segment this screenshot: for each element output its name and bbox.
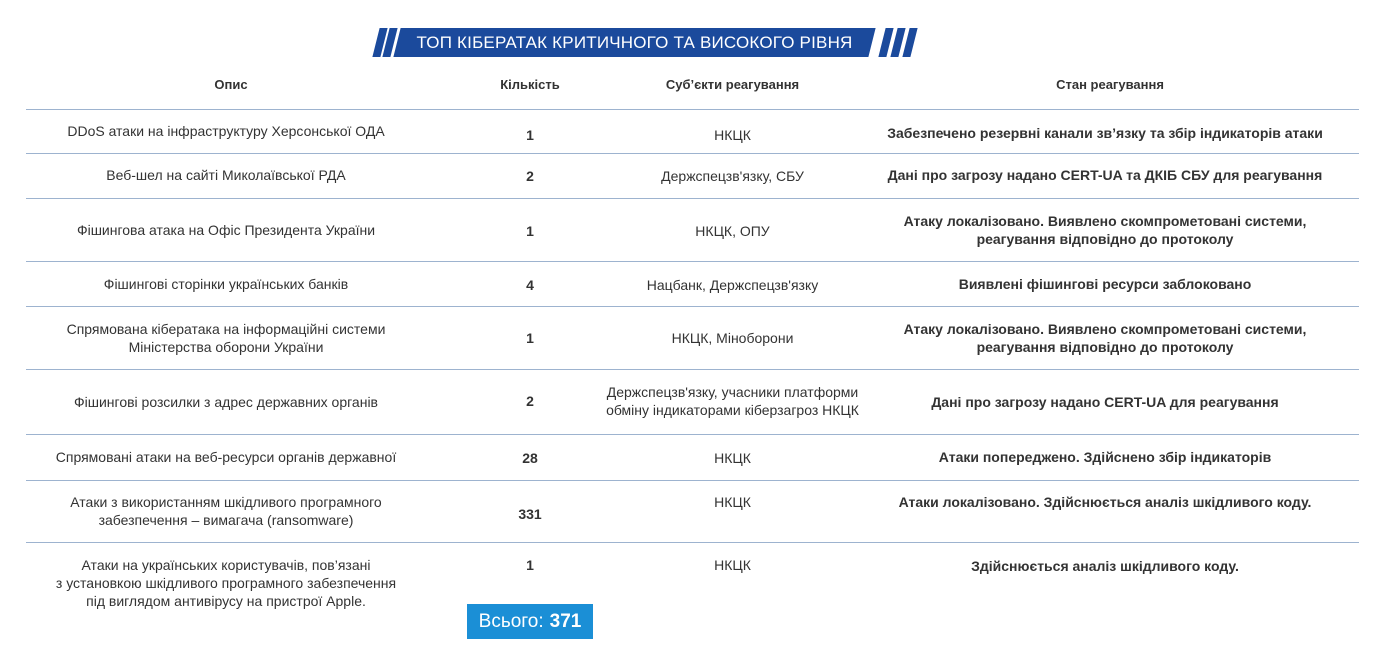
row-quantity: 1	[526, 127, 534, 143]
row-status: Дані про загрозу надано CERT-UA та ДКІБ СБУ для реагування	[887, 167, 1323, 183]
row-quantity: 1	[526, 330, 534, 346]
row-quantity: 4	[526, 277, 534, 293]
table-divider	[26, 109, 1359, 110]
row-subjects: НКЦК	[714, 450, 751, 466]
column-header-description: Опис	[214, 77, 248, 92]
row-description: Фішингова атака на Офіс Президента України	[76, 222, 376, 238]
row-quantity: 2	[526, 168, 534, 184]
row-subjects: НКЦК, ОПУ	[695, 223, 770, 239]
table-divider	[26, 261, 1359, 262]
row-description: Атаки з використанням шкідливого програмного забезпечення – вимагача (ransomware)	[70, 494, 382, 528]
row-description: Фішингові сторінки українських банків	[103, 276, 349, 292]
total-value: 371	[549, 610, 582, 632]
row-status: Атаки попереджено. Здійснено збір індикаторів	[938, 449, 1272, 465]
row-status: Дані про загрозу надано CERT-UA для реагування	[931, 394, 1279, 410]
row-description: Атаки на українських користувачів, пов’язані з установкою шкідливого програмного забезпечення під виглядом антивірусу на пристрої Apple.	[55, 557, 397, 609]
row-subjects: НКЦК, Міноборони	[671, 330, 794, 346]
row-subjects: НКЦК	[714, 557, 751, 573]
row-description: Веб-шел на сайті Миколаївської РДА	[106, 167, 346, 183]
row-subjects: НКЦК	[714, 127, 751, 143]
slash-decoration-right-3	[902, 28, 917, 57]
row-description: Фішингові розсилки з адрес державних органів	[74, 394, 378, 410]
row-quantity: 28	[522, 450, 538, 466]
table-divider	[26, 369, 1359, 370]
row-subjects: Держспецзв'язку, СБУ	[661, 168, 804, 184]
table-divider	[26, 480, 1359, 481]
row-description: Спрямовані атаки на веб-ресурси органів державної	[55, 449, 397, 465]
table-divider	[26, 306, 1359, 307]
column-header-quantity: Кількість	[500, 77, 560, 92]
table-divider	[26, 542, 1359, 543]
row-status: Атаку локалізовано. Виявлено скомпрометовані системи, реагування відповідно до протоколу	[903, 321, 1307, 355]
row-quantity: 2	[526, 393, 534, 409]
row-status: Забезпечено резервні канали зв’язку та збір індикаторів атаки	[887, 125, 1323, 141]
row-subjects: Держспецзв'язку, учасники платформи обміну індикаторами кіберзагроз НКЦК	[606, 384, 859, 418]
row-description: Спрямована кібератака на інформаційні системи Міністерства оборони України	[66, 321, 386, 355]
row-quantity: 1	[526, 223, 534, 239]
row-subjects: НКЦК	[714, 494, 751, 510]
row-quantity: 1	[526, 557, 534, 573]
page-title: ТОП КІБЕРАТАК КРИТИЧНОГО ТА ВИСОКОГО РІВНЯ	[416, 33, 853, 52]
column-header-status: Стан реагування	[1056, 77, 1164, 92]
table-divider	[26, 434, 1359, 435]
table-divider	[26, 153, 1359, 154]
row-status: Виявлені фішингові ресурси заблоковано	[958, 276, 1252, 292]
total-label: Всього:	[478, 610, 544, 632]
row-status: Атаки локалізовано. Здійснюється аналіз шкідливого коду.	[898, 494, 1312, 510]
row-quantity: 331	[518, 506, 542, 522]
row-description: DDoS атаки на інфраструктуру Херсонської ОДА	[67, 123, 385, 139]
total-badge	[467, 604, 593, 639]
row-status: Атаку локалізовано. Виявлено скомпрометовані системи, реагування відповідно до протоколу	[903, 213, 1307, 247]
column-header-subjects: Суб’єкти реагування	[665, 77, 800, 92]
row-status: Здійснюється аналіз шкідливого коду.	[971, 558, 1239, 574]
row-subjects: Нацбанк, Держспецзв'язку	[646, 277, 819, 293]
table-divider	[26, 198, 1359, 199]
